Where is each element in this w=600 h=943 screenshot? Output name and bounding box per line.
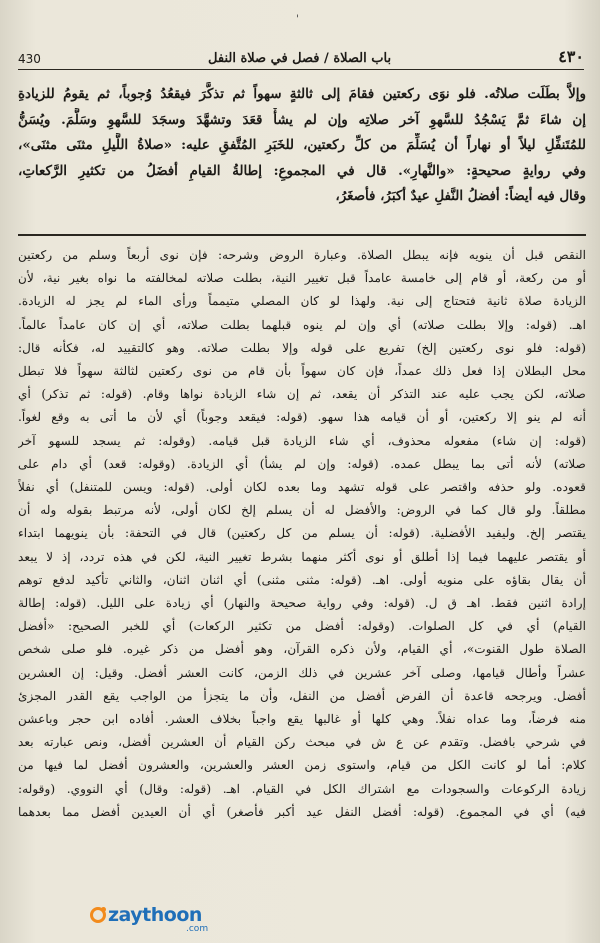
- commentary-line: أفضل. ويرجحه قاعدة أن الفرض أفضل من النفل، وأن ما يتجزأ من الواجب يقع القدر المجزئ: [18, 688, 586, 703]
- main-text-line: وقال فيه أيضاً: أفضلُ النَّفلِ عيدٌ أكبَرُ، فأصغَرُ،: [335, 188, 586, 204]
- commentary-line: اهـ. (قوله: وإلا بطلت صلاته) أي وإن لم ينوه قبلهما بطلت صلاته، أي إن كان عامداً عالماً.: [18, 317, 586, 332]
- running-title: باب الصلاة / فصل في صلاة النفل: [208, 51, 392, 66]
- commentary-line: منه فرضاً، وما عداه نفلاً. وهي كلها أو غالبها يقع واجباً بخلاف العشر. أفاده ابن حجر وباعشن: [18, 712, 586, 727]
- main-text-line: وفي روايةٍ صحيحةٍ: «والنَّهارِ». قال في المجموعِ: إطالةُ القيامِ أفضَلُ من تكثيرِ الرَّكعاتِ،: [18, 162, 586, 179]
- header-rule: [18, 69, 584, 71]
- commentary-line: صلاته) لأنه أتى بما يبطل عمده. (قوله: وإن لم يشأ) أي الزيادة. (وقوله: قعد) أي دام على: [18, 456, 586, 471]
- commentary-line: يقتصر إلخ. وليفيد الأفضلية. (قوله: أن يسلم من كل ركعتين) قال في التحفة: بأن ينويهما ابتداء: [18, 526, 586, 541]
- commentary-line: النقص قبل أن ينويه فإنه يبطل الصلاة. وعبارة الروض وشرحه: فإن نوى أربعاً وسلم من ركعتين: [18, 248, 586, 262]
- commentary-line: صلاته، لكن يجب عليه عند التذكر أن يقعد، ثم إن شاء الزيادة نواها وقام. (قوله: ثم تذكر) أي: [18, 387, 586, 402]
- logo-domain: .com: [186, 924, 209, 934]
- commentary-line: (قوله: فلو نوى ركعتين إلخ) تفريع على قوله وإلا بطلت صلاته. وهو كالتقييد له، فكأنه قال:: [18, 340, 586, 355]
- commentary-line: الزيادة صلاة ثانية فتحتاج إلى نية. ولهذا لو كان المصلي متيمماً ورأى الماء لم يجز له الزيادة.: [18, 294, 586, 309]
- top-mark: ': [296, 14, 299, 25]
- commentary-line: أو من ركعة، أو قام إلى خامسة عامداً قبل تغيير النية، بطلت صلاته لمخالفته ما نواه بغير نية، لأن: [18, 271, 586, 286]
- section-divider: [18, 234, 586, 236]
- logo-name: zaythoon: [108, 904, 202, 926]
- commentary-line: قعوده. ولو حذفه واقتصر على قوله تشهد وما بعده لكان أولى. (قوله: ويسن للمتنفل) أي نفلاً: [18, 480, 586, 495]
- commentary-line: الصلاة طول القنوت»، أي القيام، ولأن ذكره القرآن، وهو أفضل من ذكر غيره. فلو صلى شخص: [18, 642, 586, 657]
- page-number-latin: 430: [18, 52, 41, 66]
- page-header: [18, 44, 584, 66]
- commentary-line: مطلقاً. ولو قال كما في الروض: والأفضل له أن يسلم إلخ لكان أولى، لأنه مرتبط بقوله وله أن: [18, 503, 586, 518]
- main-text: [18, 82, 586, 210]
- logo-ring-icon: [90, 907, 106, 923]
- zaythoon-watermark-logo: [90, 904, 209, 934]
- commentary-text: [18, 244, 586, 824]
- page-number-arabic: ٤٣٠: [558, 47, 584, 66]
- commentary-line: زيادة الركوعات والسجودات مع اشتراك الكل في القيام. اهـ. (قوله: وقال) أي النووي. (وقوله:: [18, 781, 586, 796]
- commentary-line: أن يقال بقاؤه على منويه أولى. اهـ. (قوله: مثنى مثنى) أي اثنان اثنان، والثاني تأكيد لدفع توهم: [18, 572, 586, 587]
- commentary-line: في شرحي بافضل. وتقدم عن ع ش في مبحث ركن القيام أن العشرين أفضل، ونص عبارته بعد: [18, 735, 586, 750]
- commentary-line: (قوله: إن شاء) مفعوله محذوف، أي شاء الزيادة قبل قيامه. (وقوله: ثم يسجد للسهو آخر: [18, 433, 586, 448]
- main-text-line: للمُتَنفِّلِ ليلاً أو نهاراً أن يُسَلِّمَ من كلِّ ركعتين، للخَبَرِ المُتَّفقِ عليه: «صلاةُ اللَّيلِ مثنَى مثنَى»،: [18, 137, 586, 153]
- commentary-line: إرادة اثنين فقط. اهـ ق ل. (قوله: وفي رواية صحيحة والنهار) أي زيادة على الليل. (قوله: إطالة: [18, 596, 586, 611]
- main-text-line: إن شاءَ ثمَّ يَسْجُدُ للسَّهوِ آخر صلاتِه وإن لم يشأْ قعَدَ وتشهَّدَ وسجَدَ للسَّهوِ وسَلَّمَ. ويُسَنُّ: [18, 111, 586, 128]
- commentary-line: عشراً وأطال قيامها، وصلى آخر عشرين في ذلك الزمن، كانت العشر أفضل. وقيل: إن العشرين: [18, 665, 586, 680]
- main-text-line: وإلاَّ بطَلَت صلاتُه. فلو نوَى ركعتين فقامَ إلى ثالثةٍ سهواً ثم تذكَّرَ فيقعُدُ وُجوباً، ثم يقومُ للزيادةِ: [18, 86, 586, 102]
- commentary-line: محل البطلان إذا فعل ذلك عمداً، فإن كان سهواً بأن قام من نوى ركعتين لثالثة سهواً فلا تبطل: [18, 364, 586, 379]
- commentary-line: القيام) أي في كل الصلوات. (وقوله: أفضل من تكثير الركعات) أي للخبر الصحيح: «أفضل: [18, 619, 586, 634]
- commentary-line: فيه) أي في المجموع. (قوله: أفضل النفل عيد أكبر فأصغر) أي أن العيدين أفضل مما بعدهما: [18, 804, 586, 819]
- commentary-line: أنه لم ينو إلا ركعتين، أو أن قيامه هذا سهو. (قوله: فيقعد وجوباً) أي لأن ما أتى به وقع لغواً.: [18, 410, 586, 425]
- commentary-line: كلام: أما لو كانت الكل من قيام، واستوى زمن العشر والعشرين، والعشرون أفضل لما فيها من: [18, 758, 586, 773]
- commentary-line: أو يقتصر عليهما فيما إذا أطلق أو نوى أكثر منهما بشرط تغيير النية، لكن في هذه تردد، إذ لا يبعد: [18, 549, 586, 564]
